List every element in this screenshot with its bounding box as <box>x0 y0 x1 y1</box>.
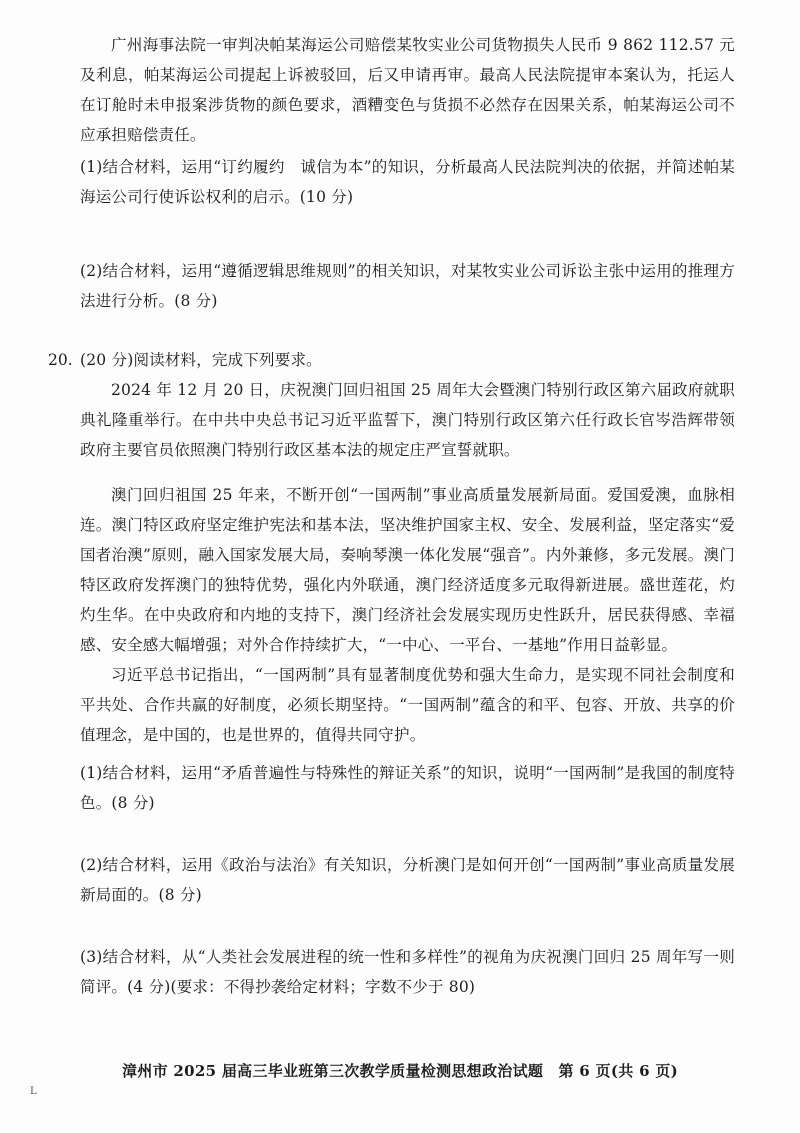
q20-subquestion-2: (2)结合材料，运用《政治与法治》有关知识，分析澳门是如何开创“一国两制”事业高质量发展新局面的。(8 分) <box>80 856 735 904</box>
q19-material-paragraph: 广州海事法院一审判决帕某海运公司赔偿某牧实业公司货物损失人民币 9 862 112.57 元及利息，帕某海运公司提起上诉被驳回，后又申请再审。最高人民法院提审本案认为，托运人在订舱时未申报案涉货物的颜色要求，酒糟变色与货损不必然存在因果关系，帕某海运公司不应承担赔偿责任。 <box>80 36 735 144</box>
q20-material-paragraph-3: 习近平总书记指出，“一国两制”具有显著制度优势和强大生命力，是实现不同社会制度和平共处、合作共赢的好制度，必须长期坚持。“一国两制”蕴含的和平、包容、开放、共享的价值理念，是中国的，也是世界的，值得共同守护。 <box>80 666 735 744</box>
q20-subquestion-1: (1)结合材料，运用“矛盾普遍性与特殊性的辩证关系”的知识，说明“一国两制”是我国的制度特色。(8 分) <box>80 764 735 812</box>
q20-material-paragraph-1: 2024 年 12 月 20 日，庆祝澳门回归祖国 25 周年大会暨澳门特别行政区第六届政府就职典礼隆重举行。在中共中央总书记习近平监誓下，澳门特别行政区第六任行政长官岑浩辉带领政府主要官员依照澳门特别行政区基本法的规定庄严宣誓就职。 <box>80 381 735 459</box>
q20-header: (20 分)阅读材料，完成下列要求。 <box>80 351 322 369</box>
page-footer: 漳州市 2025 届高三毕业班第三次教学质量检测思想政治试题 第 6 页(共 6 页) <box>121 1062 679 1080</box>
q20-material-paragraph-2: 澳门回归祖国 25 年来，不断开创“一国两制”事业高质量发展新局面。爱国爱澳，血脉相连。澳门特区政府坚定维护宪法和基本法，坚决维护国家主权、安全、发展利益，坚定落实“爱国者治澳”原则，融入国家发展大局，奏响琴澳一体化发展“强音”。内外兼修，多元发展。澳门特区政府发挥澳门的独特优势，强化内外联通，澳门经济适度多元取得新进展。盛世莲花，灼灼生华。在中央政府和内地的支持下，澳门经济社会发展实现历史性跃升，居民获得感、幸福感、安全感大幅增强；对外合作持续扩大，“一中心、一平台、一基地”作用日益彰显。 <box>80 486 735 654</box>
corner-scan-mark: L <box>30 1086 37 1097</box>
q19-subquestion-1: (1)结合材料，运用“订约履约 诚信为本”的知识，分析最高人民法院判决的依据，并简述帕某海运公司行使诉讼权利的启示。(10 分) <box>80 158 735 206</box>
q19-subquestion-2: (2)结合材料，运用“遵循逻辑思维规则”的相关知识，对某牧实业公司诉讼主张中运用的推理方法进行分析。(8 分) <box>80 262 735 310</box>
q20-subquestion-3: (3)结合材料，从“人类社会发展进程的统一性和多样性”的视角为庆祝澳门回归 25 周年写一则简评。(4 分)(要求：不得抄袭给定材料；字数不少于 80) <box>80 948 735 996</box>
q20-number: 20. <box>48 351 73 369</box>
